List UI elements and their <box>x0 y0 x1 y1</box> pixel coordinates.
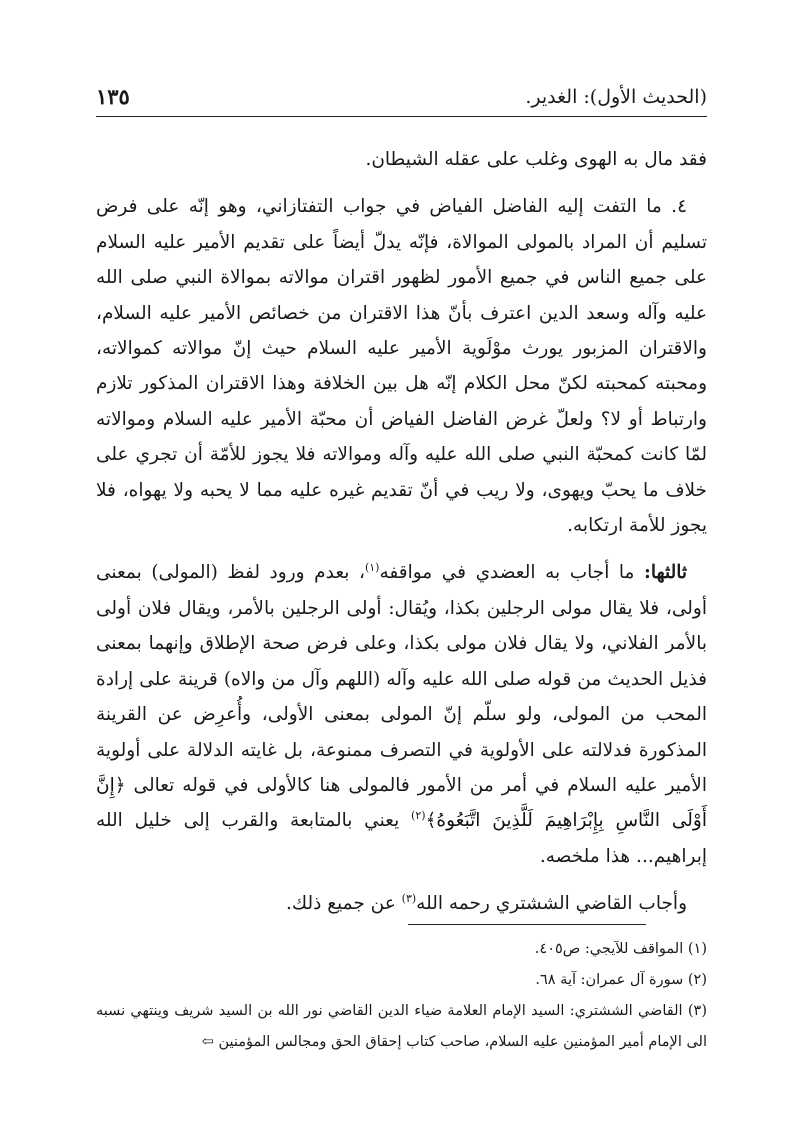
footnote-ref-1[interactable]: (١) <box>364 561 380 575</box>
footnote-ref-3[interactable]: (٣) <box>401 891 417 905</box>
paragraph-3 <box>96 555 707 874</box>
paragraph-4-text-b: عن جميع ذلك. <box>285 893 402 915</box>
footnote-ref-2[interactable]: (٢) <box>411 809 426 823</box>
paragraph-2: ٤. ما التفت إليه الفاضل الفياض في جواب التفتازاني، وهو إنّه على فرض تسليم أن المراد بالمولى الموالاة، فإنّه يدلّ أيضاً على تقديم الأمير عليه السلام على جميع الناس في جميع الأمور لظهور اقتران موالاته بموالاة النبي صلى الله عليه وآله وسعد الدين اعترف بأنّ هذا الاقتران من خصائص الأمير عليه السلام، والاقتران المزبور يورث موْلَوية الأمير عليه السلام حيث إنّ موالاته كموالاته، ومحبته كمحبته لكنّ محل الكلام إنّه هل بين الخلافة وهذا الاقتران المذكور تلازم وارتباط أو لا؟ ولعلّ غرض الفاضل الفياض أن محبّة الأمير عليه السلام وموالاته لمّا كانت كمحبّة النبي صلى الله عليه وآله وموالاته فلا يجوز للأمّة أن تجري على خلاف ما يحبّ ويهوى، ولا ريب في أنّ تقديم غيره عليه مما لا يحبه ولا يهواه، فلا يجوز للأمة ارتكابه. <box>96 196 707 537</box>
running-title: (الحديث الأول): الغدير. <box>525 86 707 108</box>
paragraph-4-text-a: وأجاب القاضي الششتري رحمه الله <box>416 893 687 915</box>
footnote-2: (٢) سورة آل عمران: آية ٦٨. <box>535 972 707 988</box>
footnotes <box>96 934 707 1058</box>
footnote-3: (٣) القاضي الششتري: السيد الإمام العلامة ضياء الدين القاضي نور الله بن السيد شريف وينتهي نسبه الى الإمام أمير المؤمنين عليه السلام، صاحب كتاب إحقاق الحق ومجالس المؤمنين ⇦ <box>96 1003 707 1050</box>
paragraph-3-text-a: ما أجاب به العضدي في مواقفه <box>379 562 645 584</box>
footnote-divider <box>408 924 646 925</box>
page-number: ١٣٥ <box>96 84 130 109</box>
paragraph-3-lead: ثالثها: <box>644 562 688 584</box>
footnote-1: (١) المواقف للآيجي: ص٤٠٥. <box>534 941 707 957</box>
main-text <box>96 142 707 934</box>
paragraph-3-text-b: ، بعدم ورود لفظ (المولى) بمعنى أولى، فلا يقال مولى الرجلين بكذا، ويُقال: أولى الرجلين بالأمر، ويقال فلان أولى بالأمر الفلاني، ولا يقال فلان مولى بكذا، وعلى فرض صحة الإطلاق وإنهما بمعنى فذيل الحديث من قوله صلى الله عليه وآله (اللهم وآل من والاه) قرينة على إرادة المحب من المولى، ولو سلّم إنّ المولى بمعنى الأولى، وأُعرِض عن القرينة المذكورة فدلالته على الأولوية في التصرف ممنوعة، بل غايته الدلالة على أولوية الأمير عليه السلام في أمر من الأمور فالمولى هنا كالأولى في قوله تعالى <box>96 562 707 796</box>
paragraph-1: فقد مال به الهوى وغلب على عقله الشيطان. <box>365 149 707 170</box>
paragraph-3-text-c: يعني بالمتابعة والقرب إلى خليل الله إبراهيم... هذا ملخصه. <box>96 810 707 867</box>
page-header <box>96 80 707 117</box>
paragraph-4 <box>96 886 707 921</box>
quran-verse: ﴿إِنَّ أَوْلَى النَّاسِ بِإِبْرَاهِيمَ لَلَّذِينَ اتَّبَعُوهُ﴾ <box>96 774 707 832</box>
